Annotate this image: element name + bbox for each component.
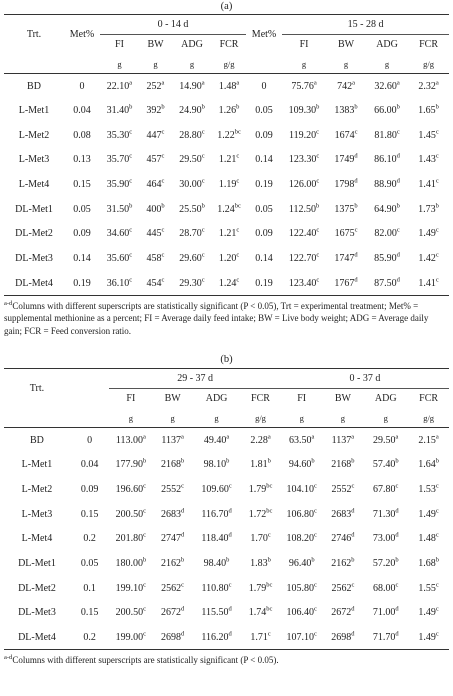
col-header-bw: BW	[147, 39, 164, 51]
fcr-cell: 2.28$^a$	[250, 433, 271, 446]
table-row	[4, 222, 449, 247]
fcr-cell: 1.19$^c$	[218, 177, 240, 191]
panel-b-body	[4, 428, 449, 650]
table-row	[4, 576, 449, 601]
treatment-cell: L-Met3	[18, 154, 50, 166]
adg-cell: 116.20$^d$	[201, 630, 232, 643]
bw-cell: 1798$^d$	[334, 177, 358, 191]
unit-label: g	[117, 58, 122, 69]
bw-cell: 2562$^c$	[161, 581, 185, 594]
adg-cell: 98.10$^b$	[203, 457, 230, 471]
unit-label: g	[301, 58, 307, 69]
bw-cell: 2683$^d$	[160, 507, 185, 520]
period-header-0-14: 0 - 14 d	[100, 15, 246, 35]
met-cell: 0.15	[73, 179, 91, 191]
bw-cell: 2552$^c$	[161, 482, 185, 495]
met-header-2: Met%	[251, 29, 277, 41]
met-cell: 0	[87, 434, 93, 446]
treatment-cell: L-Met2	[21, 483, 53, 495]
fi-cell: 35.70$^c$	[106, 153, 133, 166]
fcr-cell: 1.79$^{bc}$	[248, 581, 273, 594]
fcr-cell: 1.49$^c$	[418, 606, 439, 619]
fi-cell: 105.80$^c$	[286, 581, 317, 594]
fi-cell: 199.10$^c$	[115, 581, 147, 594]
treatment-cell: L-Met3	[21, 508, 53, 520]
fcr-cell: 1.64$^b$	[418, 457, 439, 471]
fi-cell: 123.40$^c$	[288, 276, 320, 289]
col-header-adg: ADG	[205, 393, 228, 405]
met-header: Met%	[69, 29, 95, 41]
adg-cell: 29.50$^c$	[179, 153, 205, 166]
met-cell: 0.19	[73, 277, 91, 289]
adg-cell: 28.80$^c$	[179, 128, 205, 141]
table-row	[4, 601, 449, 626]
met-cell: 0	[261, 80, 267, 92]
col-header-bw: BW	[164, 393, 181, 405]
bw-cell: 2168$^b$	[160, 457, 185, 471]
adg-cell: 64.90$^b$	[374, 202, 400, 215]
met-cell: 0.05	[255, 105, 273, 117]
met-cell: 0.15	[80, 607, 99, 619]
fcr-cell: 1.55$^c$	[418, 581, 439, 594]
panel-a-footnote	[4, 300, 447, 350]
fi-cell: 126.00$^c$	[288, 177, 320, 191]
fi-cell: 201.80$^c$	[115, 531, 147, 545]
adg-cell: 115.50$^d$	[201, 606, 232, 619]
adg-cell: 110.80$^c$	[201, 581, 232, 594]
table-row	[4, 148, 449, 173]
fi-cell: 96.40$^b$	[288, 556, 315, 569]
fcr-cell: 1.74$^{bc}$	[248, 606, 273, 619]
met-cell: 0.09	[255, 228, 273, 240]
fi-cell: 106.40$^c$	[286, 606, 317, 619]
bw-cell: 457$^c$	[146, 153, 165, 166]
bw-cell: 1674$^c$	[334, 128, 358, 141]
met-cell: 0.09	[80, 483, 99, 495]
bw-cell: 2162$^b$	[160, 556, 185, 569]
met-cell: 0.09	[255, 129, 273, 141]
table-row	[4, 428, 449, 453]
fcr-cell: 1.26$^b$	[218, 103, 240, 117]
bw-cell: 1767$^d$	[334, 276, 358, 289]
bw-cell: 2672$^d$	[331, 606, 355, 619]
unit-label: g/g	[423, 412, 435, 423]
fcr-cell: 2.32$^a$	[418, 79, 439, 92]
unit-label: g	[383, 412, 388, 423]
bw-cell: 392$^b$	[146, 103, 165, 117]
adg-cell: 87.50$^d$	[374, 276, 400, 289]
met-cell: 0.14	[73, 253, 91, 265]
table-row	[4, 526, 449, 551]
met-cell: 0.05	[255, 203, 273, 215]
met-cell: 0.19	[255, 179, 273, 191]
table-row	[4, 452, 449, 477]
fi-cell: 35.60$^c$	[106, 251, 133, 265]
bw-cell: 2168$^b$	[331, 457, 355, 471]
trt-header: Trt.	[26, 29, 42, 41]
unit-label: g	[343, 58, 349, 69]
col-header-fcr: FCR	[251, 393, 270, 405]
met-cell: 0.14	[255, 154, 273, 166]
fcr-cell: 1.24$^c$	[218, 276, 240, 289]
adg-cell: 82.00$^c$	[374, 227, 400, 240]
adg-cell: 71.30$^d$	[372, 507, 399, 520]
bw-cell: 400$^b$	[146, 202, 165, 215]
bw-cell: 1375$^b$	[334, 202, 358, 215]
adg-cell: 81.80$^c$	[374, 128, 400, 141]
panel-b-table	[4, 368, 449, 650]
fcr-cell: 1.41$^c$	[418, 177, 439, 191]
table-row	[4, 477, 449, 502]
col-header-adg: ADG	[376, 39, 398, 51]
bw-cell: 464$^c$	[146, 177, 165, 191]
fi-cell: 94.60$^b$	[288, 457, 315, 471]
fi-cell: 196.60$^c$	[115, 482, 147, 495]
met-cell: 0.2	[83, 533, 96, 545]
fi-cell: 200.50$^c$	[115, 507, 147, 520]
unit-label: g/g	[223, 58, 235, 69]
treatment-cell: DL-Met3	[18, 607, 56, 619]
adg-cell: 109.60$^c$	[201, 482, 232, 495]
adg-cell: 85.90$^d$	[374, 251, 400, 265]
fi-cell: 123.30$^c$	[288, 153, 320, 166]
bw-cell: 2746$^d$	[331, 531, 355, 545]
footnote-superscript: a-d	[4, 654, 13, 662]
treatment-cell: L-Met1	[18, 105, 50, 117]
fcr-cell: 1.83$^b$	[250, 556, 271, 569]
met-cell: 0.13	[73, 154, 91, 166]
col-header-fi: FI	[299, 39, 309, 51]
fcr-cell: 1.43$^c$	[418, 153, 439, 166]
table-row	[4, 625, 449, 650]
fi-cell: 35.30$^c$	[106, 128, 133, 141]
bw-cell: 1675$^c$	[334, 227, 358, 240]
fi-cell: 122.70$^c$	[288, 251, 320, 265]
fi-cell: 119.20$^c$	[289, 128, 320, 141]
unit-label: g/g	[255, 412, 266, 423]
adg-cell: 68.00$^c$	[373, 581, 399, 594]
fi-cell: 31.40$^b$	[106, 103, 133, 117]
bw-cell: 1137$^a$	[161, 433, 184, 446]
fi-cell: 109.30$^b$	[288, 103, 320, 117]
fcr-cell: 1.49$^c$	[418, 507, 439, 520]
fcr-cell: 1.65$^b$	[418, 103, 439, 117]
fcr-cell: 2.15$^a$	[418, 433, 439, 446]
treatment-cell: DL-Met4	[18, 631, 56, 643]
adg-cell: 88.90$^d$	[374, 177, 400, 191]
period-header-15-28: 15 - 28 d	[282, 15, 449, 35]
table-row	[4, 74, 449, 99]
adg-cell: 66.00$^b$	[374, 103, 400, 117]
panel-a-body	[4, 74, 449, 296]
fcr-cell: 1.42$^c$	[418, 251, 439, 265]
panel-b-footnote	[4, 654, 447, 666]
adg-cell: 49.40$^a$	[203, 433, 230, 446]
fcr-cell: 1.49$^c$	[418, 227, 439, 240]
col-header-fi: FI	[115, 39, 124, 51]
period-header-0-37: 0 - 37 d	[281, 369, 449, 389]
bw-cell: 2698$^d$	[331, 630, 355, 643]
fi-cell: 31.50$^b$	[106, 202, 133, 215]
bw-cell: 742$^a$	[337, 79, 355, 92]
footnote-text: Columns with different superscripts are statistically significant (P < 0.05).	[12, 655, 279, 666]
treatment-cell: L-Met4	[18, 179, 50, 191]
fcr-cell: 1.21$^c$	[218, 153, 240, 166]
col-header-fcr: FCR	[219, 39, 239, 51]
met-cell: 0.15	[80, 508, 99, 520]
footnote-text: Columns with different superscripts are statistically significant (P < 0.05), Trt = experimental treatment; Met% = supplemental methionine as a percent; FI = Average daily feed intake; BW = Live body weight; ADG = Average daily gain; FCR = Feed conversion ratio.	[4, 301, 429, 336]
unit-label: g	[214, 412, 219, 423]
table-row	[4, 98, 449, 123]
adg-cell: 25.50$^b$	[179, 202, 205, 215]
fcr-cell: 1.24$^{bc}$	[217, 202, 241, 215]
adg-cell: 30.00$^c$	[179, 177, 205, 191]
adg-cell: 32.60$^a$	[374, 79, 400, 92]
table-row	[4, 197, 449, 222]
fi-cell: 113.00$^a$	[115, 433, 146, 446]
bw-cell: 2552$^c$	[331, 482, 355, 495]
bw-cell: 252$^a$	[146, 79, 165, 92]
met-cell: 0.1	[83, 582, 96, 594]
fi-cell: 106.80$^c$	[286, 507, 317, 520]
fcr-cell: 1.21$^c$	[218, 227, 240, 240]
adg-cell: 29.30$^c$	[179, 276, 205, 289]
fcr-cell: 1.48$^a$	[218, 79, 240, 92]
treatment-cell: DL-Met2	[18, 582, 56, 594]
fi-cell: 22.10$^a$	[106, 79, 133, 92]
fcr-cell: 1.53$^c$	[418, 482, 439, 495]
fcr-cell: 1.41$^c$	[418, 276, 439, 289]
bw-cell: 1749$^d$	[334, 153, 358, 166]
fi-cell: 107.10$^c$	[286, 630, 317, 643]
adg-cell: 71.70$^d$	[372, 630, 399, 643]
treatment-cell: BD	[27, 80, 41, 92]
fi-cell: 35.90$^c$	[106, 177, 133, 191]
fcr-cell: 1.45$^c$	[418, 128, 439, 141]
panel-a-label: (a)	[220, 1, 233, 12]
bw-cell: 2672$^d$	[160, 606, 185, 619]
treatment-cell: BD	[30, 434, 44, 446]
footnote-superscript: a-d	[4, 300, 13, 308]
fi-cell: 63.50$^a$	[289, 433, 315, 446]
met-cell: 0.04	[80, 459, 99, 471]
fi-cell: 108.20$^c$	[286, 531, 317, 545]
adg-cell: 116.70$^d$	[201, 507, 232, 520]
adg-cell: 29.60$^c$	[179, 251, 205, 265]
col-header-fcr: FCR	[419, 393, 439, 405]
fcr-cell: 1.49$^c$	[418, 630, 439, 643]
bw-cell: 2562$^c$	[331, 581, 355, 594]
fcr-cell: 1.71$^c$	[250, 630, 271, 643]
trt-header: Trt.	[29, 383, 45, 395]
bw-cell: 454$^c$	[146, 276, 165, 289]
fcr-cell: 1.68$^b$	[418, 556, 439, 569]
met-cell: 0.05	[80, 557, 99, 569]
fcr-cell: 1.48$^c$	[418, 531, 439, 545]
col-header-fcr: FCR	[419, 39, 438, 51]
fcr-cell: 1.22$^{bc}$	[217, 128, 241, 141]
treatment-cell: DL-Met1	[18, 557, 56, 569]
fi-cell: 180.00$^b$	[115, 556, 147, 569]
adg-cell: 73.00$^d$	[372, 531, 399, 545]
col-header-adg: ADG	[181, 39, 203, 51]
bw-cell: 445$^c$	[146, 227, 165, 240]
fi-cell: 177.90$^b$	[115, 457, 147, 471]
col-header-fi: FI	[297, 393, 307, 405]
treatment-cell: DL-Met3	[15, 253, 53, 265]
fcr-cell: 1.20$^c$	[218, 251, 240, 265]
table-row	[4, 551, 449, 576]
fi-cell: 122.40$^c$	[288, 227, 320, 240]
met-cell: 0.14	[255, 253, 273, 265]
bw-cell: 1747$^d$	[334, 251, 358, 265]
fcr-cell: 1.81$^b$	[250, 457, 271, 471]
bw-cell: 447$^c$	[146, 128, 165, 141]
fcr-cell: 1.70$^c$	[250, 531, 271, 545]
period-header-29-37: 29 - 37 d	[109, 369, 280, 389]
fi-cell: 75.76$^a$	[291, 79, 317, 92]
unit-label: g	[384, 58, 390, 69]
met-cell: 0.04	[73, 105, 91, 117]
fcr-cell: 1.72$^{bc}$	[248, 507, 273, 520]
col-header-fi: FI	[126, 393, 136, 405]
adg-cell: 118.40$^d$	[201, 531, 232, 545]
bw-cell: 2683$^d$	[331, 507, 355, 520]
treatment-cell: L-Met1	[21, 459, 53, 471]
table-row	[4, 502, 449, 527]
table-row	[4, 271, 449, 296]
adg-cell: 14.90$^a$	[179, 79, 205, 92]
table-row	[4, 172, 449, 197]
fi-cell: 36.10$^c$	[106, 276, 133, 289]
fcr-cell: 1.79$^{bc}$	[248, 482, 273, 495]
adg-cell: 57.40$^b$	[372, 457, 399, 471]
fi-cell: 200.50$^c$	[115, 606, 147, 619]
met-cell: 0.05	[73, 203, 91, 215]
met-cell: 0.08	[73, 129, 91, 141]
met-cell: 0	[79, 80, 85, 92]
bw-cell: 2747$^d$	[160, 531, 185, 545]
table-row	[4, 246, 449, 271]
adg-cell: 29.50$^a$	[373, 433, 399, 446]
unit-label: g	[340, 412, 346, 423]
met-cell: 0.19	[255, 277, 273, 289]
treatment-cell: DL-Met1	[15, 203, 53, 215]
col-header-bw: BW	[334, 393, 351, 405]
unit-label: g	[299, 412, 304, 423]
met-cell: 0.09	[73, 228, 91, 240]
col-header-bw: BW	[337, 39, 355, 51]
fi-cell: 104.10$^c$	[286, 482, 317, 495]
bw-cell: 2162$^b$	[331, 556, 355, 569]
fcr-cell: 1.73$^b$	[418, 202, 439, 215]
adg-cell: 24.90$^b$	[179, 103, 205, 117]
treatment-cell: L-Met4	[21, 533, 53, 545]
panel-a-table	[4, 14, 449, 296]
fi-cell: 199.00$^c$	[115, 630, 147, 643]
unit-label: g	[170, 412, 175, 423]
fi-cell: 112.50$^b$	[288, 202, 320, 215]
panel-b-label: (b)	[220, 354, 233, 366]
adg-cell: 28.70$^c$	[179, 227, 205, 240]
unit-label: g	[128, 412, 133, 423]
treatment-cell: DL-Met4	[15, 277, 53, 289]
treatment-cell: DL-Met2	[15, 228, 53, 240]
bw-cell: 458$^c$	[146, 251, 165, 265]
adg-cell: 57.20$^b$	[372, 556, 399, 569]
unit-label: g/g	[423, 58, 434, 69]
unit-label: g	[189, 58, 195, 69]
bw-cell: 1137$^a$	[331, 433, 355, 446]
treatment-cell: L-Met2	[18, 129, 50, 141]
adg-cell: 71.00$^d$	[372, 606, 399, 619]
adg-cell: 86.10$^d$	[374, 153, 400, 166]
col-header-adg: ADG	[374, 393, 397, 405]
adg-cell: 98.40$^b$	[203, 556, 230, 569]
adg-cell: 67.80$^c$	[373, 482, 399, 495]
table-row	[4, 123, 449, 148]
bw-cell: 2698$^d$	[160, 630, 185, 643]
bw-cell: 1383$^b$	[334, 103, 358, 117]
fi-cell: 34.60$^c$	[106, 227, 133, 240]
unit-label: g	[153, 58, 158, 69]
met-cell: 0.2	[83, 631, 96, 643]
